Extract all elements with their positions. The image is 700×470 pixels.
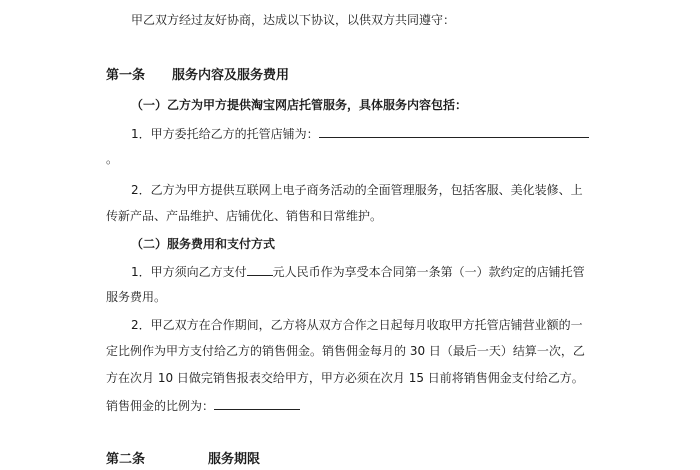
commission-rate-blank [214, 397, 300, 410]
item1-trailing: 。 [106, 152, 119, 166]
fee-label-a: 1．甲方须向乙方支付 [131, 265, 247, 279]
section2-heading: （二）服务费用和支付方式 [131, 237, 276, 251]
item1-label: 1．甲方委托给乙方的托管店铺为： [131, 127, 319, 141]
section1-item2-line1: 2．乙方为甲方提供互联网上电子商务活动的全面管理服务，包括客服、美化装修、上 [131, 183, 583, 197]
section2-item1-line2: 服务费用。 [106, 290, 167, 304]
section2-item2-line3: 方在次月 10 日做完销售报表交给甲方，甲方必须在次月 15 日前将销售佣金支付给乙方。 [106, 371, 584, 385]
store-name-blank [319, 125, 589, 138]
article2-number: 第二条 [106, 452, 146, 467]
fee-label-b: 元人民币作为享受本合同第一条第（一）款约定的店铺托管 [272, 265, 585, 279]
intro-text: 甲乙双方经过友好协商，达成以下协议，以供双方共同遵守： [131, 13, 456, 27]
section2-item1-line1 [131, 263, 585, 280]
fee-amount-blank [247, 263, 273, 276]
section1-item1 [131, 125, 589, 142]
section1-heading: （一）乙方为甲方提供淘宝网店托管服务，具体服务内容包括： [131, 98, 468, 112]
article1-title: 服务内容及服务费用 [172, 68, 290, 83]
section2-item2-line1: 2．甲乙双方在合作期间，乙方将从双方合作之日起每月收取甲方托管店铺营业额的一 [131, 318, 583, 332]
article1-number: 第一条 [106, 68, 146, 83]
section2-item2-line4 [106, 397, 300, 414]
section1-item2-line2: 传新产品、产品维护、店铺优化、销售和日常维护。 [106, 209, 383, 223]
article2-title: 服务期限 [208, 452, 261, 467]
section2-item2-line2: 定比例作为甲方支付给乙方的销售佣金。销售佣金每月的 30 日（最后一天）结算一次，乙 [106, 344, 585, 358]
commission-rate-label: 销售佣金的比例为： [106, 399, 215, 413]
